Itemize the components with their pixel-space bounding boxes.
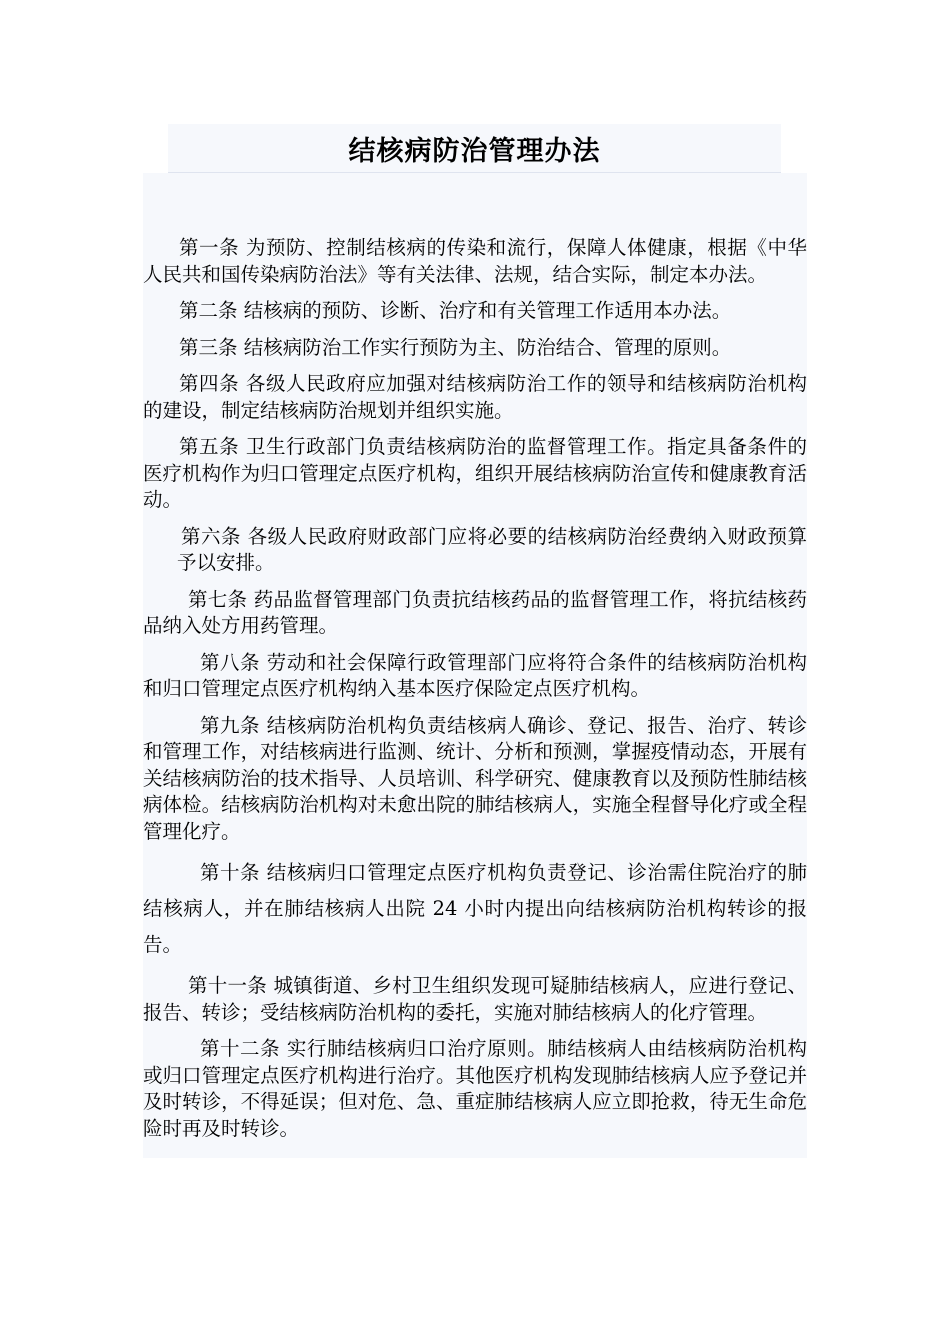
article-10: 第十条 结核病归口管理定点医疗机构负责登记、诊治需住院治疗的肺结核病人，并在肺结核病人出院 24 小时内提出向结核病防治机构转诊的报告。 <box>143 861 807 956</box>
article-9: 第九条 结核病防治机构负责结核病人确诊、登记、报告、治疗、转诊和管理工作，对结核病进行监测、统计、分析和预测，掌握疫情动态，开展有关结核病防治的技术指导、人员培训、科学研究、健康教育以及预防性肺结核病体检。结核病防治机构对未愈出院的肺结核病人，实施全程督导化疗或全程管理化疗。 <box>143 713 807 843</box>
article-2: 第二条 结核病的预防、诊断、治疗和有关管理工作适用本办法。 <box>179 299 732 322</box>
article-4: 第四条 各级人民政府应加强对结核病防治工作的领导和结核病防治机构的建设，制定结核病防治规划并组织实施。 <box>143 372 807 422</box>
document-body <box>143 173 807 1158</box>
article-8: 第八条 劳动和社会保障行政管理部门应将符合条件的结核病防治机构和归口管理定点医疗机构纳入基本医疗保险定点医疗机构。 <box>143 650 807 700</box>
article-12: 第十二条 实行肺结核病归口治疗原则。肺结核病人由结核病防治机构或归口管理定点医疗机构进行治疗。其他医疗机构发现肺结核病人应予登记并及时转诊，不得延误；但对危、急、重症肺结核病人应立即抢救，待无生命危险时再及时转诊。 <box>143 1037 807 1140</box>
article-6: 第六条 各级人民政府财政部门应将必要的结核病防治经费纳入财政预算予以安排。 <box>177 524 807 574</box>
document-title: 结核病防治管理办法 <box>348 135 601 167</box>
article-5: 第五条 卫生行政部门负责结核病防治的监督管理工作。指定具备条件的医疗机构作为归口管理定点医疗机构，组织开展结核病防治宣传和健康教育活动。 <box>143 435 807 511</box>
article-3: 第三条 结核病防治工作实行预防为主、防治结合、管理的原则。 <box>179 335 732 359</box>
title-banner <box>168 124 781 173</box>
article-7: 第七条 药品监督管理部门负责抗结核药品的监督管理工作，将抗结核药品纳入处方用药管理。 <box>143 587 807 637</box>
article-1: 第一条 为预防、控制结核病的传染和流行，保障人体健康，根据《中华人民共和国传染病防治法》等有关法律、法规，结合实际，制定本办法。 <box>143 236 807 286</box>
article-11: 第十一条 城镇街道、乡村卫生组织发现可疑肺结核病人，应进行登记、报告、转诊；受结核病防治机构的委托，实施对肺结核病人的化疗管理。 <box>143 974 807 1024</box>
